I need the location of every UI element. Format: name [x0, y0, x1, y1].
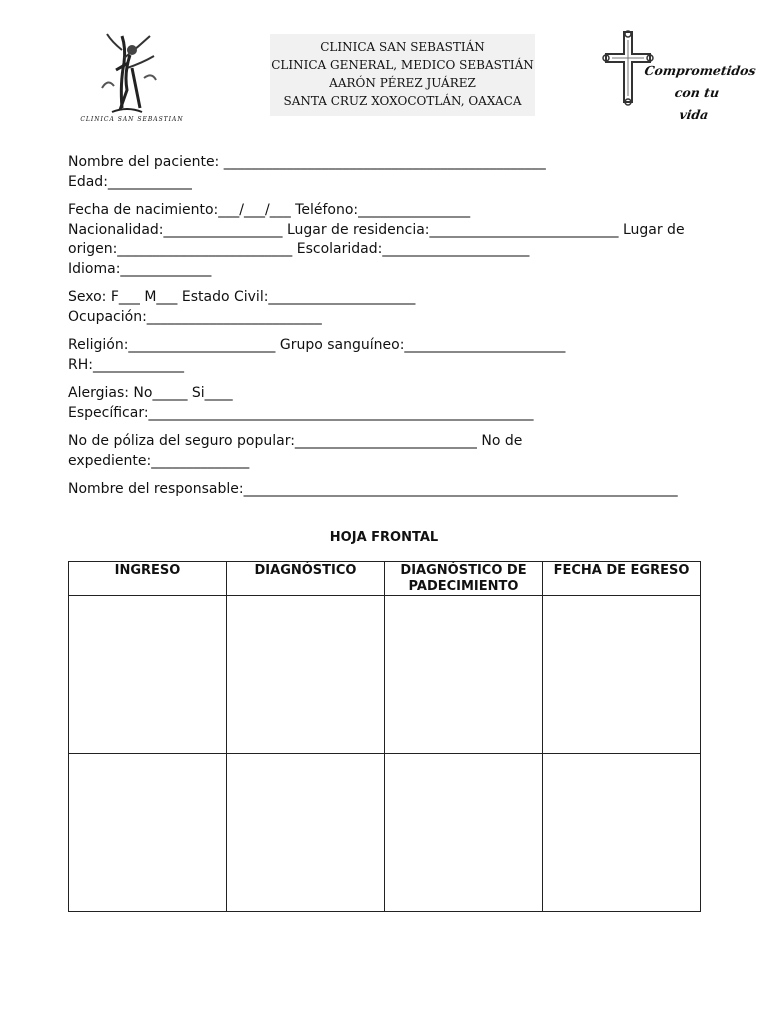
form-group-patient	[68, 153, 708, 192]
age-field: Edad:____________	[68, 173, 192, 190]
column-header-fecha-egreso: FECHA DE EGRESO	[543, 562, 701, 596]
form-group-policy	[68, 432, 708, 471]
table-cell	[69, 754, 227, 912]
form-group-religion	[68, 336, 708, 375]
logo-caption: CLINICA SAN SEBASTIAN	[80, 116, 184, 123]
patient-name-field: Nombre del paciente: ______________________________________________	[68, 154, 546, 170]
form-group-allergies	[68, 384, 708, 423]
table-cell	[543, 754, 701, 912]
language-field: Idioma:_____________	[68, 260, 212, 277]
motto-line: Comprometidos con tu	[643, 63, 757, 100]
allergies-specify-field: Específicar:_______________________________________________________	[68, 404, 534, 421]
table-cell	[543, 596, 701, 754]
header-line: SANTA CRUZ XOXOCOTLÁN, OAXACA	[283, 94, 522, 108]
table-row	[69, 596, 701, 754]
allergies-field: Alergias: No_____ Si____	[68, 385, 233, 401]
patient-form	[68, 153, 708, 509]
section-title: HOJA FRONTAL	[329, 530, 439, 545]
header-line: CLINICA GENERAL, MEDICO SEBASTIÁN	[271, 58, 534, 72]
header-line: CLINICA SAN SEBASTIÁN	[320, 40, 485, 54]
responsible-field: Nombre del responsable:______________________________________________________________	[68, 481, 678, 497]
table-cell	[227, 596, 385, 754]
table-cell	[385, 754, 543, 912]
sex-civil-status-field: Sexo: F___ M___ Estado Civil:_____________________	[68, 289, 416, 305]
table-cell	[69, 596, 227, 754]
clinic-header	[270, 34, 535, 116]
rh-field: RH:_____________	[68, 356, 184, 373]
table-cell	[385, 596, 543, 754]
clinic-logo-left	[72, 28, 192, 128]
policy-record-field: No de póliza del seguro popular:__________________________ No de expediente:______________	[68, 433, 523, 469]
table-cell	[227, 754, 385, 912]
header-line: AARÓN PÉREZ JUÁREZ	[329, 76, 476, 90]
form-group-origin	[68, 201, 708, 279]
saint-figure-icon	[72, 28, 192, 118]
nationality-residence-field: Nacionalidad:_________________ Lugar de residencia:___________________________ Lugar de origen:_________________________ Escolaridad:_____________________	[68, 221, 685, 257]
clinic-motto	[627, 60, 766, 126]
motto-line: vida	[678, 107, 710, 122]
table-row	[69, 754, 701, 912]
clinic-logo-right	[598, 30, 763, 122]
column-header-diagnostico: DIAGNÓSTICO	[227, 562, 385, 596]
birth-phone-field: Fecha de nacimiento:___/___/___ Teléfono:________________	[68, 202, 471, 218]
religion-blood-field: Religión:_____________________ Grupo sanguíneo:_______________________	[68, 337, 566, 353]
table-header-row	[69, 562, 701, 596]
column-header-diagnostico-padecimiento: DIAGNÓSTICO DE PADECIMIENTO	[385, 562, 543, 596]
form-group-responsible	[68, 480, 708, 500]
column-header-ingreso: INGRESO	[69, 562, 227, 596]
occupation-field: Ocupación:_________________________	[68, 308, 322, 325]
frontal-sheet-table	[68, 561, 701, 912]
form-group-sex	[68, 288, 708, 327]
